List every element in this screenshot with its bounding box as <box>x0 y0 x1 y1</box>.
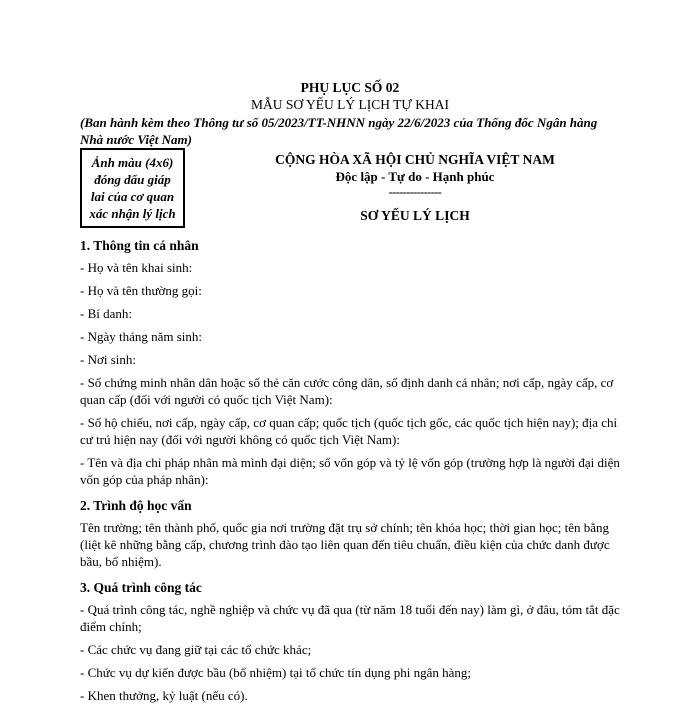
field-alias: - Bí danh: <box>80 306 132 321</box>
section-heading-work-history: 3. Quá trình công tác <box>80 580 202 595</box>
field-date-of-birth: - Ngày tháng năm sinh: <box>80 329 203 344</box>
decree-reference: (Ban hành kèm theo Thông tư số 05/2023/TT-NHNN ngày 22/6/2023 của Thống đốc Ngân hàng Nhà nước Việt Nam) <box>80 115 598 147</box>
section-heading-personal-info: 1. Thông tin cá nhân <box>80 238 199 253</box>
nation-motto: Độc lập - Tự do - Hạnh phúc <box>335 169 495 184</box>
field-place-of-birth: - Nơi sinh: <box>80 352 136 367</box>
field-expected-position: - Chức vụ dự kiến được bầu (bổ nhiệm) tại tổ chức tín dụng phi ngân hàng; <box>80 665 472 680</box>
document-body <box>80 237 620 710</box>
field-legal-entity: - Tên và địa chỉ pháp nhân mà mình đại diện; số vốn góp và tỷ lệ vốn góp (trường hợp là người đại diện vốn góp của pháp nhân): <box>80 455 620 487</box>
field-common-name: - Họ và tên thường gọi: <box>80 283 202 298</box>
field-id-number: - Số chứng minh nhân dân hoặc số thẻ căn cước công dân, số định danh cá nhân; nơi cấp, ngày cấp, cơ quan cấp (đối với người có quốc tịch Việt Nam): <box>80 375 614 407</box>
nation-name: CỘNG HÒA XÃ HỘI CHỦ NGHĨA VIỆT NAM <box>275 152 555 167</box>
section-heading-education: 2. Trình độ học vấn <box>80 498 192 513</box>
field-work-history: - Quá trình công tác, nghề nghiệp và chức vụ đã qua (từ năm 18 tuổi đến nay) làm gì, ở đâu, tóm tắt đặc điểm chính; <box>80 602 620 634</box>
nation-rule: --------------- <box>388 185 442 199</box>
field-education-detail: Tên trường; tên thành phố, quốc gia nơi trường đặt trụ sở chính; tên khóa học; thời gian học; tên bằng (liệt kê những bằng cấp, chương trình đào tạo liên quan đến tiêu chuẩn, điều kiện của chức danh được bầu, bổ nhiệm). <box>80 520 610 569</box>
form-title: MẪU SƠ YẾU LÝ LỊCH TỰ KHAI <box>251 97 449 112</box>
field-birth-name: - Họ và tên khai sinh: <box>80 260 193 275</box>
photo-placeholder-box <box>80 148 185 228</box>
field-current-positions: - Các chức vụ đang giữ tại các tổ chức khác; <box>80 642 312 657</box>
field-awards-discipline: - Khen thưởng, kỷ luật (nếu có). <box>80 688 248 703</box>
document-title: SƠ YẾU LÝ LỊCH <box>360 208 470 223</box>
photo-box-text: Ảnh màu (4x6) đóng dấu giáp lai của cơ quan xác nhận lý lịch <box>89 155 176 221</box>
field-passport: - Số hộ chiếu, nơi cấp, ngày cấp, cơ quan cấp; quốc tịch (quốc tịch gốc, các quốc tịch hiện nay); địa chỉ cư trú hiện nay (đối với người không có quốc tịch Việt Nam): <box>80 415 618 447</box>
appendix-title: PHỤ LỤC SỐ 02 <box>300 80 400 95</box>
